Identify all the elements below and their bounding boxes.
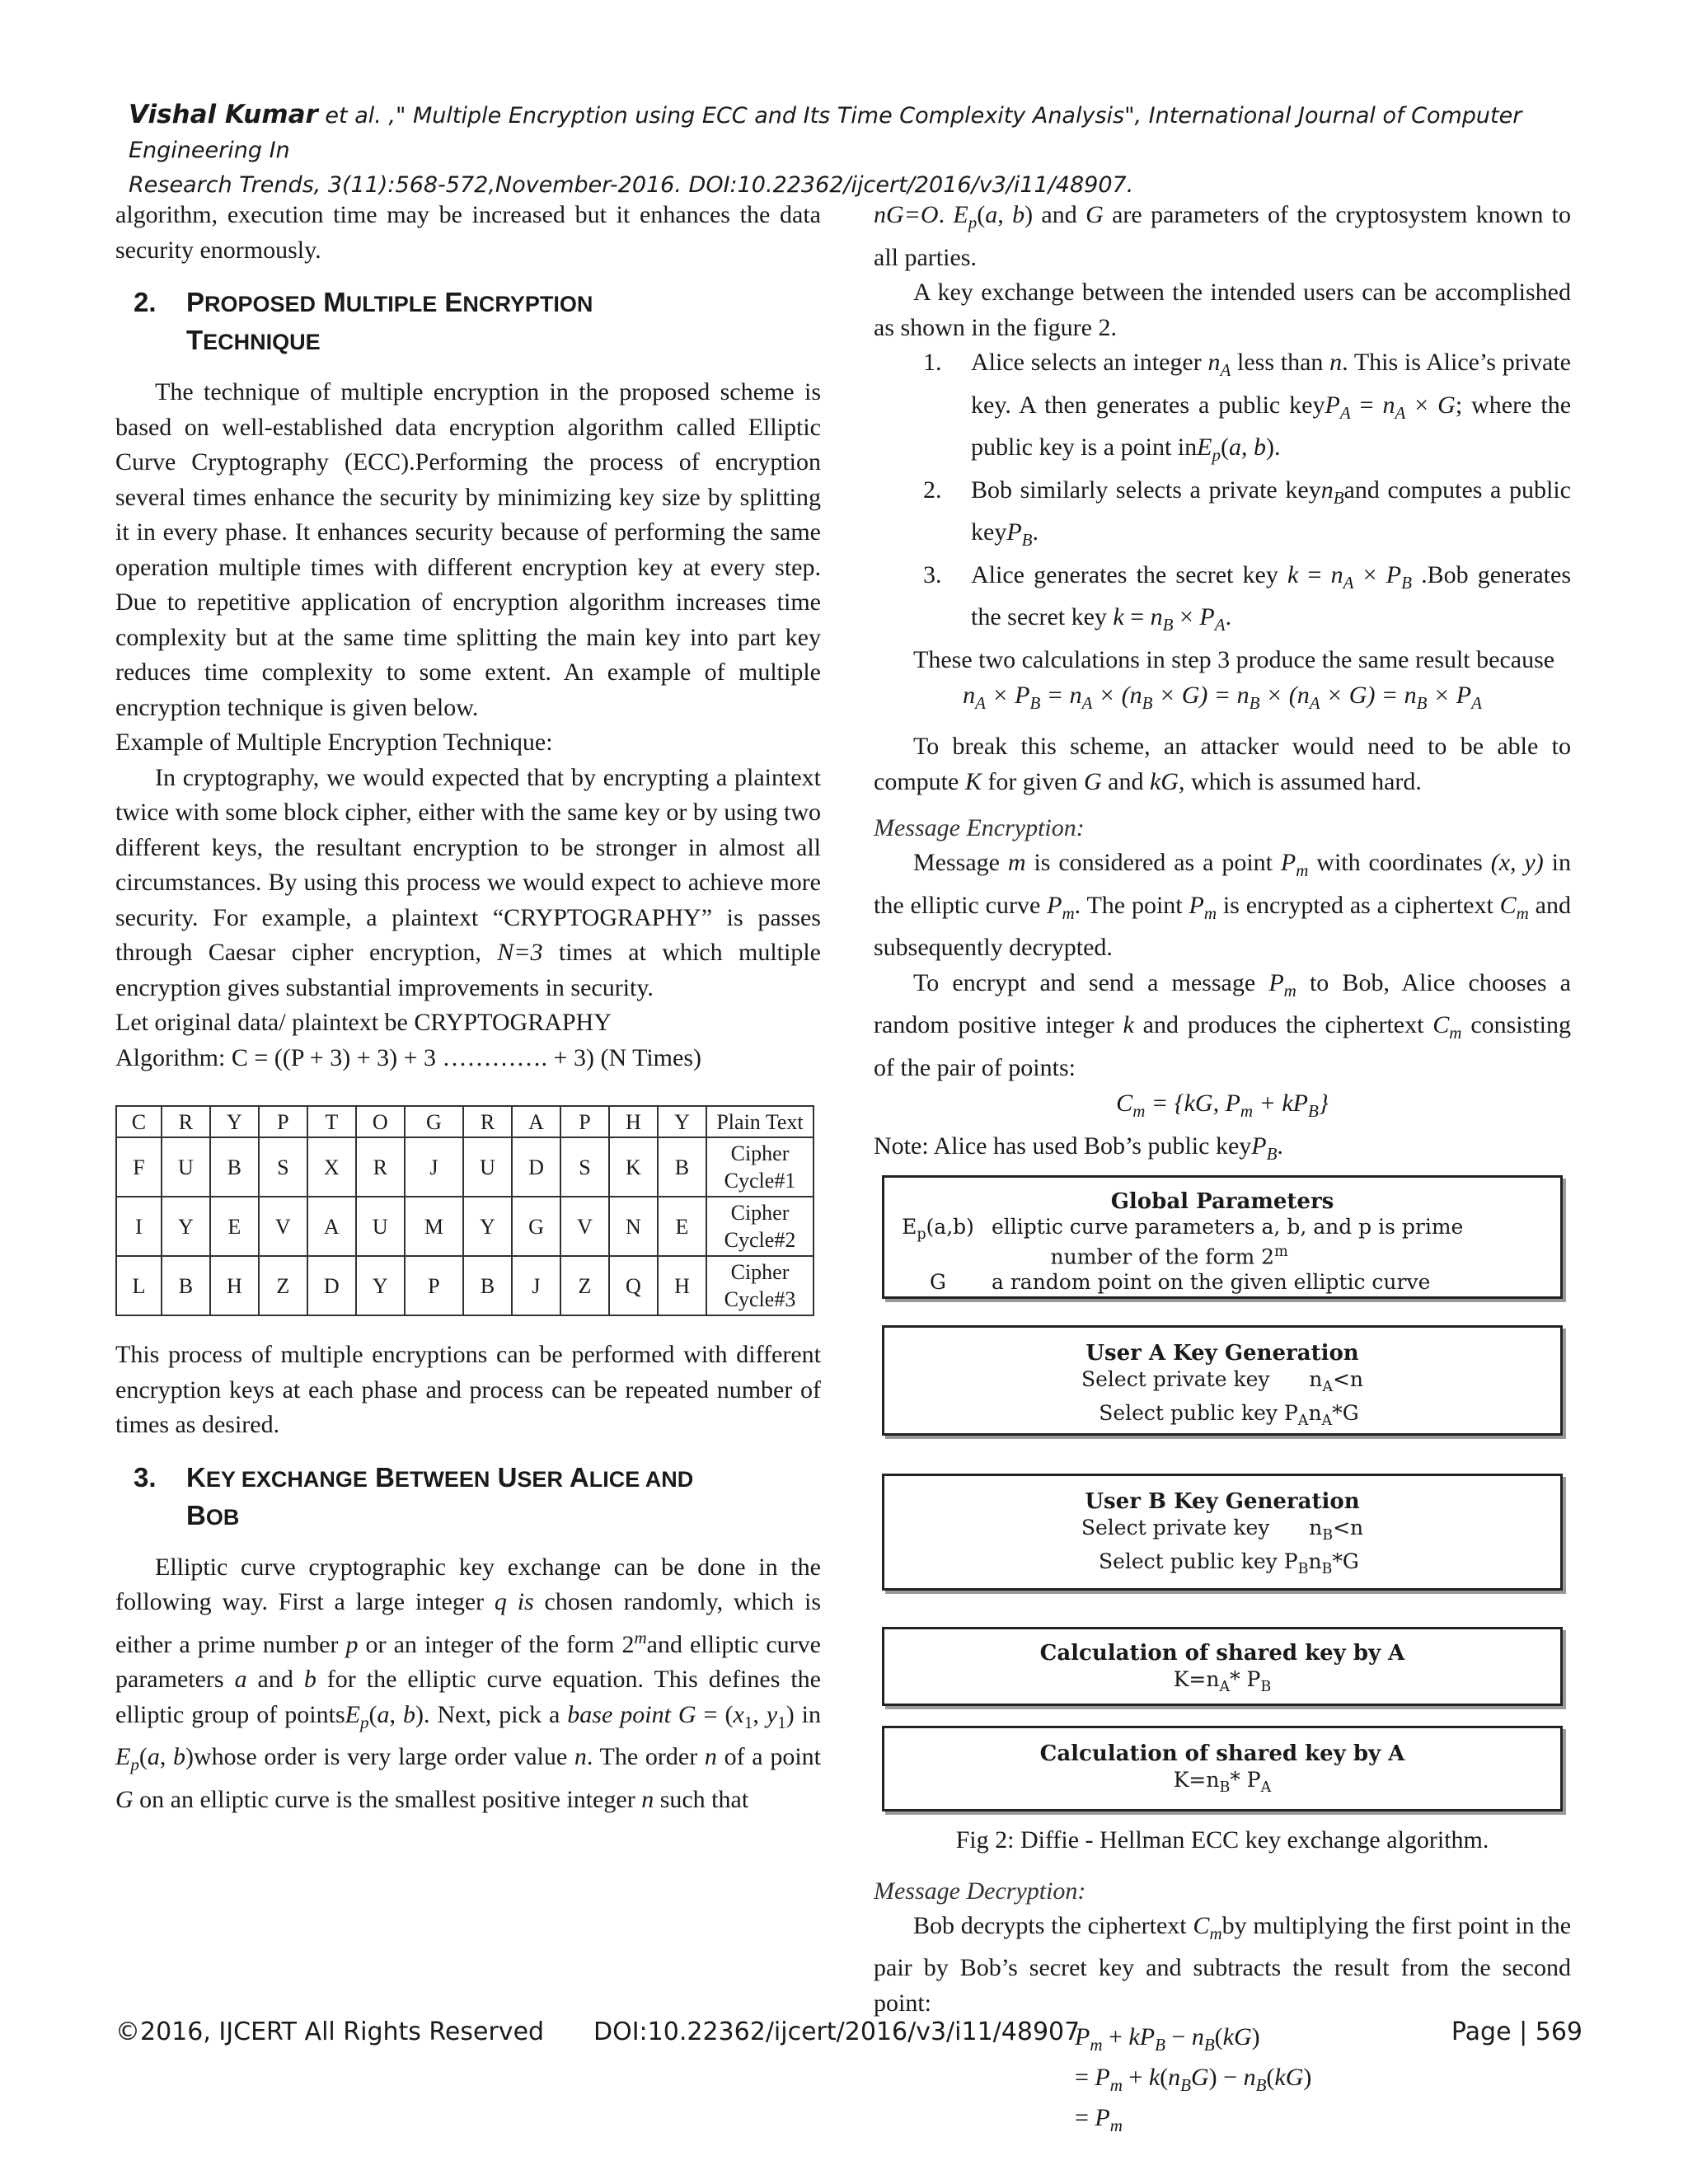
user-b-key-box bbox=[882, 1474, 1563, 1591]
table-cell: U bbox=[463, 1137, 512, 1197]
user-a-key-box bbox=[882, 1325, 1563, 1436]
table-cell: Y bbox=[356, 1256, 405, 1315]
table-cell: E bbox=[658, 1197, 706, 1256]
right-paragraph-2: These two calculations in step 3 produce the same result because bbox=[913, 645, 1555, 673]
plaintext-line: Let original data/ plaintext be CRYPTOGRAPHY bbox=[115, 1009, 612, 1036]
step-item: 2. Bob similarly selects a private keyn$_B$and computes a public keyP$_B$. bbox=[923, 476, 1571, 550]
page-footer bbox=[115, 2018, 1582, 2050]
footer-doi: DOI:10.22362/ijcert/2016/v3/i11/48907 bbox=[593, 2018, 1081, 2046]
equation-ciphertext: $C_m = \{kG$, $P_m + kP_B$} bbox=[1116, 1090, 1329, 1121]
table-cell: G bbox=[405, 1106, 463, 1137]
table-cell: S bbox=[259, 1137, 307, 1197]
user-b-line-1: Select private key $n_B<n$ bbox=[1081, 1515, 1364, 1544]
table-cell: J bbox=[405, 1137, 463, 1197]
section-2-title: PROPOSED MULTIPLE ENCRYPTION TECHNIQUE bbox=[186, 287, 593, 355]
table-cell: B bbox=[162, 1256, 210, 1315]
section-3-heading bbox=[134, 1460, 821, 1535]
section-2-paragraph-1: The technique of multiple encryption in the proposed scheme is based on well-established data encryption algorithm called Elliptic Curve Cryptography (ECC).Performing the process of encryption several times enhance the security by minimizing key size by splitting it in every phase. It enhances security because of performing the same operation multiple times with different encryption key at every step. Due to repetitive application of encryption algorithm increases time complexity but at the same time splitting the main key into part key reduces time complexity to some extent. An example of multiple encryption technique is given below. bbox=[115, 378, 821, 721]
table-cell: U bbox=[356, 1197, 405, 1256]
table-cell: D bbox=[307, 1256, 356, 1315]
table-cell: B bbox=[463, 1256, 512, 1315]
header-citation-2: Research Trends, 3(11):568-572,November-2016. DOI:10.22362/ijcert/2016/v3/i11/48907. bbox=[129, 172, 1134, 198]
table-row bbox=[116, 1106, 814, 1137]
right-paragraph-4: Message m is considered as a point $P_m$ with coordinates (x, y) in the elliptic curve $P_m$. The point $P_m$ is encrypted as a ciphertext $C_m$ and subsequently decrypted. bbox=[874, 849, 1571, 961]
figure-2-caption: Fig 2: Diffie - Hellman ECC key exchange algorithm. bbox=[955, 1825, 1489, 1854]
gp-value-1: elliptic curve parameters a, b, and p is prime number of the form 2$^m$ bbox=[992, 1214, 1464, 1268]
algorithm-line: Algorithm: C = ((P + 3) + 3) + 3 …………. + 3) (N Times) bbox=[115, 1043, 701, 1071]
decryption-line-3: = $P_m$ bbox=[1075, 2104, 1123, 2135]
figure-2-diagram bbox=[874, 1175, 1571, 1818]
table-cell: P bbox=[259, 1106, 307, 1137]
table-cell: P bbox=[405, 1256, 463, 1315]
table-cell: R bbox=[356, 1137, 405, 1197]
global-parameters-box bbox=[882, 1175, 1563, 1299]
row-label-cell: Cipher Cycle#2 bbox=[706, 1197, 814, 1256]
table-cell: O bbox=[356, 1106, 405, 1137]
gp-key-2: G bbox=[930, 1269, 946, 1294]
user-b-line-2: Select public key $P_Bn_B*G$ bbox=[1085, 1549, 1359, 1577]
user-a-line-1: Select private key $n_A<n$ bbox=[1081, 1366, 1364, 1395]
table-cell: E bbox=[210, 1197, 259, 1256]
shared-key-b-title: Calculation of shared key by A bbox=[1039, 1741, 1405, 1766]
example-label: Example of Multiple Encryption Technique: bbox=[115, 729, 553, 756]
table-cell: B bbox=[210, 1137, 259, 1197]
decryption-line-1: $P_m + kP_B - n_B(kG)$ bbox=[1075, 2023, 1260, 2055]
key-exchange-steps bbox=[874, 345, 1571, 643]
table-cell: Y bbox=[463, 1197, 512, 1256]
section-2-number: 2. bbox=[134, 287, 157, 317]
table-cell: H bbox=[658, 1256, 706, 1315]
section-3-number: 3. bbox=[134, 1461, 157, 1493]
table-cell: A bbox=[307, 1197, 356, 1256]
header-author: Vishal Kumar bbox=[129, 100, 318, 129]
table-cell: G bbox=[512, 1197, 560, 1256]
running-header bbox=[129, 97, 1579, 203]
table-cell: T bbox=[307, 1106, 356, 1137]
table-cell: X bbox=[307, 1137, 356, 1197]
table-cell: K bbox=[609, 1137, 658, 1197]
table-cell: R bbox=[162, 1106, 210, 1137]
shared-key-b-formula: $K=n_B*$ $P_A$ bbox=[1173, 1767, 1272, 1796]
equation-shared-key: $n_A \times P_B = n_A \times (n_B \times G) = n_B \times (n_A \times G) = n_B \times P_A$ bbox=[963, 682, 1482, 713]
user-a-title: User A Key Generation bbox=[1085, 1340, 1359, 1366]
table-cell: N bbox=[609, 1197, 658, 1256]
shared-key-b-box bbox=[882, 1726, 1563, 1811]
decryption-line-2: = $P_m + k(n_BG) - n_B(kG)$ bbox=[1075, 2064, 1312, 2095]
caesar-cipher-table bbox=[115, 1105, 814, 1316]
table-row bbox=[116, 1137, 814, 1197]
right-paragraph-6: Bob decrypts the ciphertext $C_mby$ multiplying the first point in the pair by Bob’s secret key and subtracts the result from the second point: bbox=[874, 1911, 1572, 2017]
row-label-cell: Cipher Cycle#1 bbox=[706, 1137, 814, 1197]
table-cell: H bbox=[210, 1256, 259, 1315]
table-cell: S bbox=[560, 1137, 609, 1197]
table-row bbox=[116, 1197, 814, 1256]
footer-copyright: ©2016, IJCERT All Rights Reserved bbox=[115, 2018, 545, 2046]
row-label-cell: Plain Text bbox=[706, 1106, 814, 1137]
note-line: Note: Alice has used Bob’s public keyP$_B$. bbox=[874, 1132, 1283, 1164]
table-cell: Y bbox=[162, 1197, 210, 1256]
footer-page-number: Page | 569 bbox=[1451, 2018, 1582, 2046]
table-cell: Y bbox=[210, 1106, 259, 1137]
right-paragraph-1: A key exchange between the intended users can be accomplished as shown in the figure 2. bbox=[874, 279, 1571, 341]
table-cell: M bbox=[405, 1197, 463, 1256]
table-cell: H bbox=[609, 1106, 658, 1137]
section-3-title: KEY EXCHANGE BETWEEN USER ALICE AND BOB bbox=[186, 1461, 694, 1530]
table-cell: J bbox=[512, 1256, 560, 1315]
shared-key-a-box bbox=[882, 1627, 1563, 1706]
table-cell: Z bbox=[259, 1256, 307, 1315]
message-encryption-heading: Message Encryption: bbox=[874, 814, 1085, 841]
table-cell: L bbox=[116, 1256, 162, 1315]
table-cell: B bbox=[658, 1137, 706, 1197]
table-cell: C bbox=[116, 1106, 162, 1137]
table-cell: V bbox=[560, 1197, 609, 1256]
user-a-line-2: Select public key $P_An_A*G$ bbox=[1085, 1400, 1359, 1429]
row-label-cell: Cipher Cycle#3 bbox=[706, 1256, 814, 1315]
message-decryption-heading: Message Decryption: bbox=[874, 1877, 1086, 1905]
shared-key-a-title: Calculation of shared key by A bbox=[1039, 1640, 1405, 1666]
left-column bbox=[115, 198, 821, 1817]
gp-value-2: a random point on the given elliptic curve bbox=[992, 1269, 1431, 1294]
table-cell: U bbox=[162, 1137, 210, 1197]
table-cell: V bbox=[259, 1197, 307, 1256]
section-2-paragraph-2: In cryptography, we would expected that by encrypting a plaintext twice with some block cipher, either with the same key or by using two different keys, the resultant encryption to be stronger in almost all circumstances. By using this process we would expect to achieve more security. For example, a plaintext “CRYPTOGRAPHY” is passes through Caesar cipher encryption, N=3 times at which multiple encryption gives substantial improvements in security. bbox=[115, 763, 821, 1001]
table-cell: F bbox=[116, 1137, 162, 1197]
table-cell: Q bbox=[609, 1256, 658, 1315]
table-cell: D bbox=[512, 1137, 560, 1197]
shared-key-a-formula: $K=n_A*$ $P_B$ bbox=[1173, 1666, 1272, 1695]
header-citation-1: et al. ," Multiple Encryption using ECC and Its Time Complexity Analysis", International Journal of Computer Engineering In bbox=[129, 103, 1522, 163]
step-item: 3. Alice generates the secret key $k = n_A \times P_B$ .Bob generates the secret key $k = n_B \times P_A$. bbox=[923, 560, 1572, 635]
user-b-title: User B Key Generation bbox=[1085, 1488, 1360, 1514]
table-row bbox=[116, 1256, 814, 1315]
table-cell: I bbox=[116, 1197, 162, 1256]
right-paragraph-5: To encrypt and send a message $P_m$ to Bob, Alice chooses a random positive integer k and produces the ciphertext $C_m$ consisting of the pair of points: bbox=[874, 968, 1571, 1081]
table-cell: A bbox=[512, 1106, 560, 1137]
intro-paragraph: algorithm, execution time may be increased but it enhances the data security enormously. bbox=[115, 201, 821, 264]
gp-key-1: $E_p(a,b)$ bbox=[902, 1214, 974, 1243]
section-2-heading bbox=[134, 284, 821, 360]
step-item: 1. Alice selects an integer $n_A$ less than n. This is Alice’s private key. A then generates a public keyP$_A$ = $n_A \times G$; where the public key is a point inE$_p$(a, b). bbox=[923, 349, 1572, 465]
global-parameters-title: Global Parameters bbox=[1110, 1188, 1334, 1214]
table-cell: Y bbox=[658, 1106, 706, 1137]
right-paragraph-3: To break this scheme, an attacker would need to be able to compute K for given G and kG, which is assumed hard. bbox=[874, 733, 1571, 795]
right-column bbox=[874, 198, 1571, 2142]
table-cell: Z bbox=[560, 1256, 609, 1315]
right-paragraph-0: nG=O. $E_p(a$, b) and G are parameters of the cryptosystem known to all parties. bbox=[874, 201, 1571, 271]
section-3-paragraph-1: Elliptic curve cryptographic key exchange can be done in the following way. First a large integer q is chosen randomly, which is either a prime number p or an integer of the form 2$^m$and elliptic curve parameters a and b for the elliptic curve equation. This defines the elliptic group of pointsE$_p$(a, b). Next, pick a base point $G = (x_1$, $y_1$) in $E_p(a$, b)whose order is very large order value n. The order n of a point G on an elliptic curve is the smallest positive integer n such that bbox=[115, 1553, 822, 1813]
table-cell: P bbox=[560, 1106, 609, 1137]
after-table-paragraph: This process of multiple encryptions can be performed with different encryption keys at each phase and process can be repeated number of times as desired. bbox=[115, 1341, 821, 1438]
table-cell: R bbox=[463, 1106, 512, 1137]
